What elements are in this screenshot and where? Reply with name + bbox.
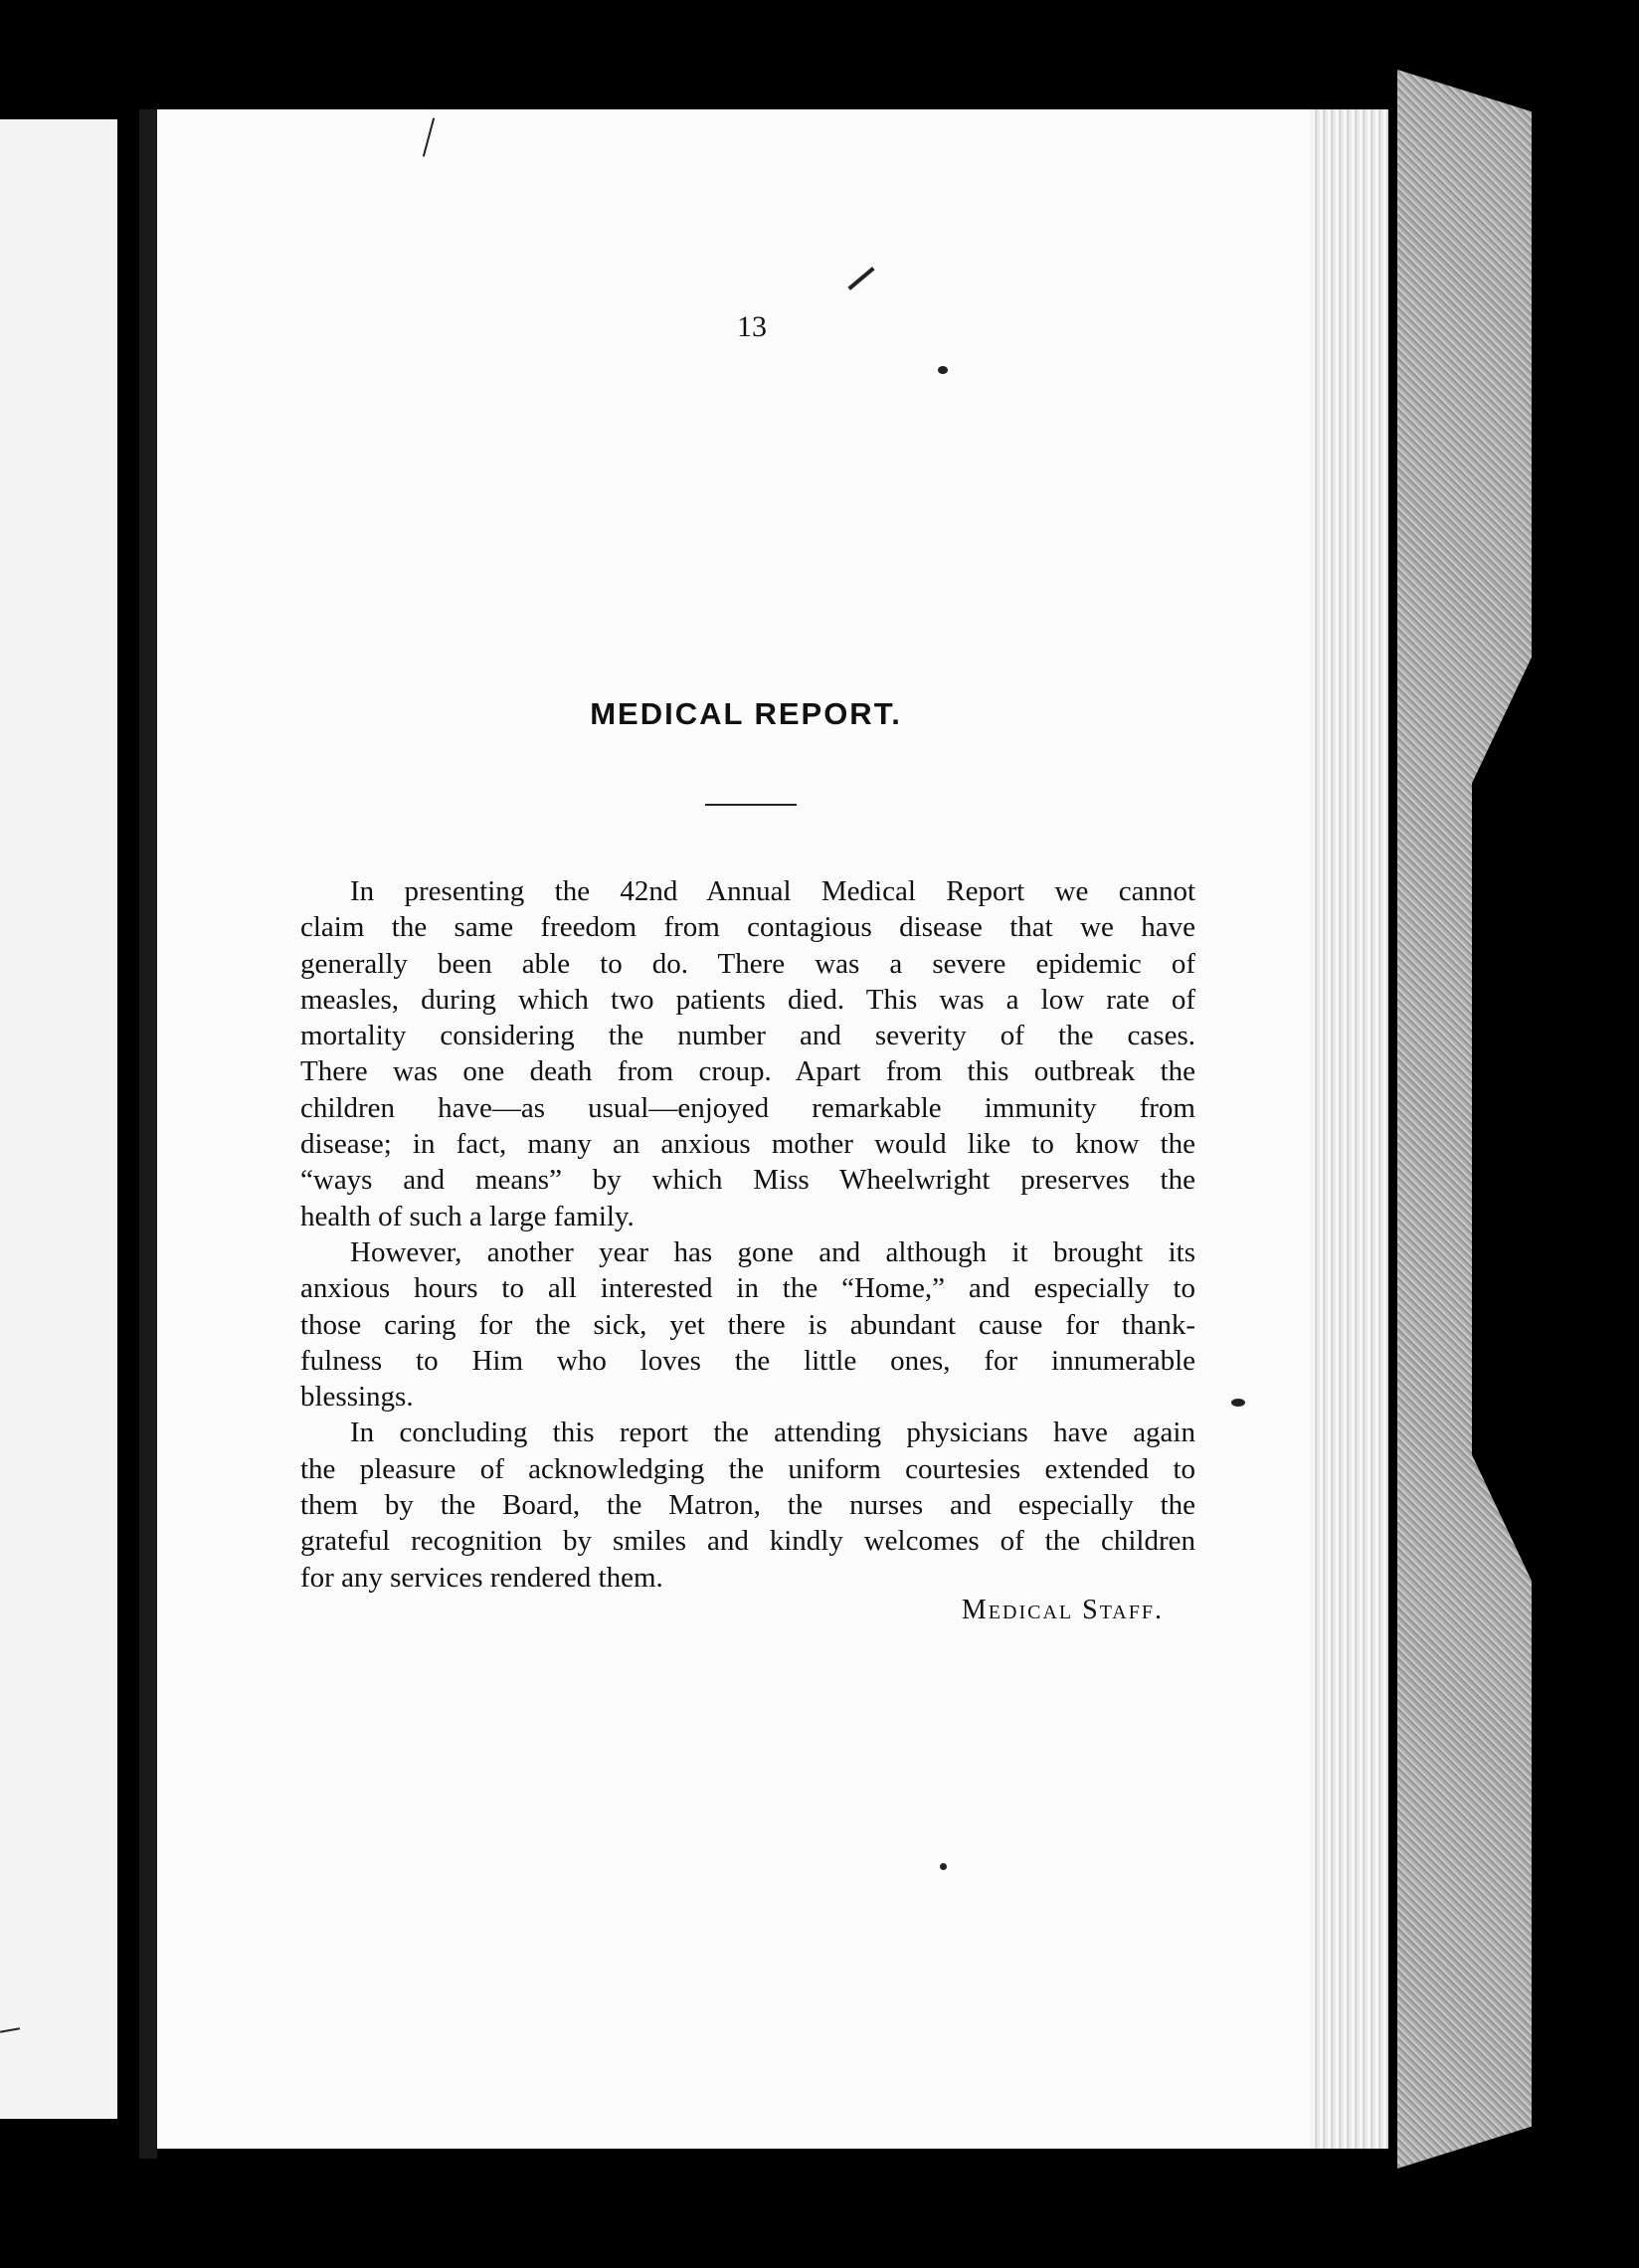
scan-mark xyxy=(1231,1399,1245,1407)
text-line: them by the Board, the Matron, the nurses and especially the xyxy=(300,1489,1195,1522)
text-line: for any services rendered them. xyxy=(300,1561,663,1594)
paragraph-2 xyxy=(300,1234,1195,1415)
text-line: anxious hours to all interested in the “Home,” and especially to xyxy=(300,1272,1195,1305)
text-line: generally been able to do. There was a severe epidemic of xyxy=(300,947,1195,980)
text-line: blessings. xyxy=(300,1381,414,1414)
text-line: claim the same freedom from contagious disease that we have xyxy=(300,911,1195,944)
paragraph-3 xyxy=(300,1415,1195,1595)
signature: Medical Staff. xyxy=(961,1595,1164,1625)
text-line: those caring for the sick, yet there is abundant cause for thank- xyxy=(300,1308,1195,1341)
text-line: children have—as usual—enjoyed remarkable immunity from xyxy=(300,1091,1195,1124)
text-line: In concluding this report the attending physicians have again xyxy=(350,1417,1195,1449)
text-line: In presenting the 42nd Annual Medical Report we cannot xyxy=(350,875,1195,907)
page-title: MEDICAL REPORT. xyxy=(590,696,902,731)
text-line: “ways and means” by which Miss Wheelwright preserves the xyxy=(300,1164,1195,1197)
scan-mark xyxy=(940,1863,947,1870)
text-line: measles, during which two patients died. This was a low rate of xyxy=(300,983,1195,1016)
paragraph-1 xyxy=(300,873,1195,1234)
text-line: the pleasure of acknowledging the uniform courtesies extended to xyxy=(300,1452,1195,1485)
page-number: 13 xyxy=(737,310,767,343)
text-line: grateful recognition by smiles and kindly welcomes of the children xyxy=(300,1525,1195,1558)
text-line: However, another year has gone and although it brought its xyxy=(350,1235,1195,1268)
text-line: fulness to Him who loves the little ones, for innumerable xyxy=(300,1344,1195,1377)
text-line: disease; in fact, many an anxious mother would like to know the xyxy=(300,1128,1195,1161)
report-body xyxy=(300,873,1195,1596)
text-line: health of such a large family. xyxy=(300,1200,635,1232)
page-stack-edges xyxy=(1311,109,1388,2149)
book-cover-cloth xyxy=(1382,70,1532,2169)
scan-mark xyxy=(938,366,948,374)
previous-page-edge xyxy=(0,119,117,2119)
title-rule xyxy=(705,804,797,806)
text-line: mortality considering the number and severity of the cases. xyxy=(300,1020,1195,1052)
text-line: There was one death from croup. Apart from this outbreak the xyxy=(300,1055,1195,1088)
book-gutter xyxy=(139,109,157,2159)
